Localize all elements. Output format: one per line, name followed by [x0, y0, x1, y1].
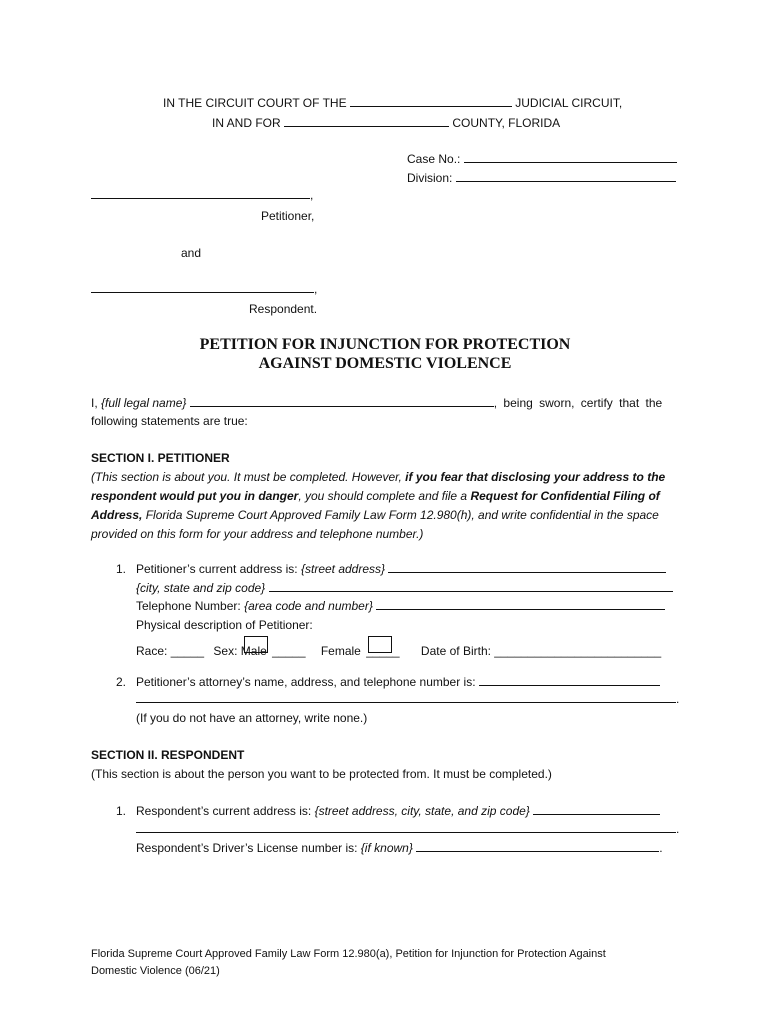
county-blank[interactable] — [284, 126, 449, 127]
division-line: Division: — [407, 171, 676, 185]
circuit-blank[interactable] — [350, 106, 512, 107]
respondent-name-line: , — [91, 282, 317, 296]
section2-item1-number: 1. — [116, 804, 127, 818]
item2-number: 2. — [116, 675, 127, 689]
physical-description-label: Physical description of Petitioner: — [136, 618, 313, 632]
form-title-line2: AGAINST DOMESTIC VIOLENCE — [258, 355, 512, 372]
respondent-address-line2: . — [136, 822, 679, 836]
petitioner-name-field[interactable] — [91, 198, 310, 199]
petitioner-label: Petitioner, — [261, 209, 315, 223]
respondent-name-field[interactable] — [91, 292, 314, 293]
item1-number: 1. — [116, 562, 127, 576]
county-line: IN AND FOR COUNTY, FLORIDA — [212, 116, 561, 130]
city-state-zip-field[interactable] — [269, 591, 673, 592]
division-field[interactable] — [456, 181, 676, 182]
respondent-address-line: Respondent’s current address is: {street address, city, state, and zip code} — [136, 804, 660, 818]
respondent-license-line: Respondent’s Driver’s License number is: {if known} . — [136, 841, 663, 855]
circuit-line: IN THE CIRCUIT COURT OF THE JUDICIAL CIRCUIT, — [163, 96, 623, 110]
case-no-line: Case No.: — [407, 152, 677, 166]
petitioner-phone-line: Telephone Number: {area code and number} — [136, 599, 665, 613]
section1-heading: SECTION I. PETITIONER — [91, 451, 230, 465]
full-name-field[interactable] — [190, 406, 494, 407]
petitioner-name-line: , — [91, 188, 313, 202]
intro-line1: I, {full legal name} , being sworn, certify that the — [91, 396, 663, 410]
section2-note: (This section is about the person you want to be protected from. It must be completed.) — [91, 767, 552, 781]
respondent-label: Respondent. — [249, 302, 318, 316]
street-address-field[interactable] — [388, 572, 666, 573]
intro-line2: following statements are true: — [91, 414, 248, 428]
case-no-field[interactable] — [464, 162, 677, 163]
license-field[interactable] — [416, 851, 659, 852]
dob-field[interactable]: _________________________ — [494, 644, 662, 658]
attorney-note: (If you do not have an attorney, write none.) — [136, 711, 368, 725]
petitioner-address-line: Petitioner’s current address is: {street address} — [136, 562, 666, 576]
footer-line1: Florida Supreme Court Approved Family Law Form 12.980(a), Petition for Injunction for Protection Against — [91, 948, 606, 960]
petitioner-city-line: {city, state and zip code} — [136, 581, 673, 595]
respondent-address-field[interactable] — [533, 814, 660, 815]
and-label: and — [181, 246, 202, 260]
section1-note: (This section is about you. It must be completed. However, if you fear that disclosing your address to the respondent would put you in danger, you should complete and file a Request for Confidential Filing of Address, Florida Supreme Court Approved Family Law Form 12.980(h), and write confidential in the space provided on this form for your address and telephone number.) — [91, 470, 666, 541]
attorney-line: Petitioner’s attorney’s name, address, and telephone number is: — [136, 675, 660, 689]
physical-description-line: Race: _____ Sex: Male _____ Female _____ Date of Birth: _________________________ — [136, 636, 661, 658]
respondent-address-field-2[interactable] — [136, 832, 676, 833]
section2-heading: SECTION II. RESPONDENT — [91, 748, 245, 762]
attorney-field-2[interactable] — [136, 702, 676, 703]
race-field[interactable]: _____ — [170, 644, 205, 658]
attorney-line2: . — [136, 692, 679, 706]
attorney-field[interactable] — [479, 685, 660, 686]
footer-line2: Domestic Violence (06/21) — [91, 965, 220, 977]
male-checkbox[interactable] — [244, 636, 268, 653]
form-title-line1: PETITION FOR INJUNCTION FOR PROTECTION — [199, 336, 571, 353]
phone-field[interactable] — [376, 609, 665, 610]
